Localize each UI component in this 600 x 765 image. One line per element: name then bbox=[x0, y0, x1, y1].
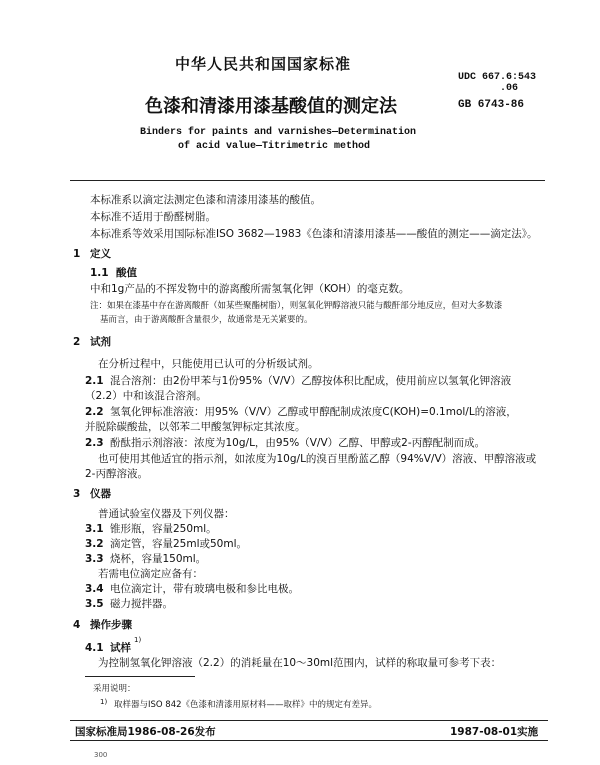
section-4-title: 操作步骤 bbox=[90, 619, 132, 631]
subsection-1-1-title: 酸值 bbox=[116, 267, 137, 279]
item-3-1-text: 锥形瓶，容量250ml。 bbox=[110, 523, 217, 535]
item-3-5-number: 3.5 bbox=[85, 598, 104, 610]
udc-code-cont: .06 bbox=[500, 83, 519, 94]
note-line-2: 基而言，由于游离酸酐含量很少，故通常是无关紧要的。 bbox=[100, 315, 313, 325]
footnote-text: 取样器与ISO 842《色漆和清漆用原材料——取样》中的规定有差异。 bbox=[114, 700, 378, 710]
item-3-5-text: 磁力搅拌器。 bbox=[110, 598, 173, 610]
section-3-intro: 普通试验室仪器及下列仪器： bbox=[98, 508, 235, 520]
item-2-2-cont: 并脱除碳酸盐，以邻苯二甲酸氢钾标定其浓度。 bbox=[85, 421, 306, 433]
subsection-4-1-title: 试样 bbox=[110, 642, 131, 654]
page-number: 300 bbox=[94, 751, 108, 759]
item-2-3-extra-1: 也可使用其他适宜的指示剂，如浓度为10g/L的溴百里酚蓝乙醇（94%V/V）溶液、甲醇溶液或 bbox=[98, 453, 537, 465]
section-1-number: 1 bbox=[73, 248, 81, 260]
subsection-1-1-number: 1.1 bbox=[90, 267, 109, 279]
section-2-title: 试剂 bbox=[90, 336, 111, 348]
item-2-1-text: 混合溶剂：由2份甲苯与1份95%（V/V）乙醇按体积比配成，使用前应以氢氧化钾溶液 bbox=[110, 375, 512, 387]
intro-line-2: 本标准不适用于酚醛树脂。 bbox=[90, 211, 216, 223]
intro-line-1: 本标准系以滴定法测定色漆和清漆用漆基的酸值。 bbox=[90, 194, 321, 206]
item-2-1-number: 2.1 bbox=[85, 375, 104, 387]
document-title: 色漆和清漆用漆基酸值的测定法 bbox=[145, 96, 397, 117]
footer-rule-top bbox=[70, 720, 548, 721]
header-rule bbox=[70, 180, 545, 181]
section-1-title: 定义 bbox=[90, 248, 111, 260]
effective-date: 1987-08-01实施 bbox=[450, 726, 539, 738]
item-3-2-number: 3.2 bbox=[85, 538, 104, 550]
footer-rule-bottom bbox=[70, 740, 548, 741]
item-3-3-number: 3.3 bbox=[85, 553, 104, 565]
footnote-rule bbox=[85, 676, 195, 677]
item-3-1-number: 3.1 bbox=[85, 523, 104, 535]
section-4-number: 4 bbox=[73, 619, 81, 631]
footnote-head: 采用说明： bbox=[93, 684, 136, 694]
item-2-1-cont: （2.2）中和该混合溶剂。 bbox=[85, 390, 207, 402]
gb-code: GB 6743-86 bbox=[458, 99, 525, 111]
title-en-line1: Binders for paints and varnishes—Determination bbox=[140, 127, 417, 138]
item-2-2-text: 氢氧化钾标准溶液：用95%（V/V）乙醇或甲醇配制成浓度C(KOH)=0.1mol/L的溶液， bbox=[110, 406, 517, 418]
item-2-3-extra-2: 2-丙醇溶液。 bbox=[85, 468, 148, 480]
note-line-1: 注：如果在漆基中存在游离酸酐（如某些聚酯树脂），则氢氧化钾醇溶液只能与酸酐部分地反应，但对大多数漆 bbox=[90, 301, 503, 311]
section-3-title: 仪器 bbox=[90, 488, 111, 500]
sample-amount-text: 为控制氢氧化钾溶液（2.2）的消耗量在10～30ml范围内，试样的称取量可参考下表： bbox=[98, 657, 502, 669]
item-3-4-text: 电位滴定计，带有玻璃电极和参比电极。 bbox=[110, 583, 299, 595]
footnote-mark: 1) bbox=[100, 698, 108, 706]
section-3-number: 3 bbox=[73, 488, 81, 500]
item-3-2-text: 滴定管，容量25ml或50ml。 bbox=[110, 538, 248, 550]
intro-line-3: 本标准系等效采用国际标准ISO 3682—1983《色漆和清漆用漆基——酸值的测定——滴定法》。 bbox=[90, 228, 538, 240]
section-2-number: 2 bbox=[73, 336, 81, 348]
item-3-3-text: 烧杯，容量150ml。 bbox=[110, 553, 207, 565]
item-2-2-number: 2.2 bbox=[85, 406, 104, 418]
acid-value-definition: 中和1g产品的不挥发物中的游离酸所需氢氧化钾（KOH）的毫克数。 bbox=[90, 283, 410, 295]
item-2-3-text: 酚酞指示剂溶液：浓度为10g/L，由95%（V/V）乙醇、甲醇或2-丙醇配制而成。 bbox=[110, 437, 486, 449]
standard-label: 中华人民共和国国家标准 bbox=[175, 55, 352, 73]
section-3-mid: 若需电位滴定应备有： bbox=[98, 568, 203, 580]
title-en-line2: of acid value—Titrimetric method bbox=[178, 141, 371, 152]
footnote-reference: 1) bbox=[134, 636, 142, 644]
item-2-3-number: 2.3 bbox=[85, 437, 104, 449]
udc-code: UDC 667.6:543 bbox=[458, 72, 537, 83]
issued-date: 国家标准局1986-08-26发布 bbox=[75, 726, 216, 738]
item-3-4-number: 3.4 bbox=[85, 583, 104, 595]
section-2-intro: 在分析过程中，只能使用已认可的分析级试剂。 bbox=[98, 358, 319, 370]
subsection-4-1-number: 4.1 bbox=[85, 642, 104, 654]
